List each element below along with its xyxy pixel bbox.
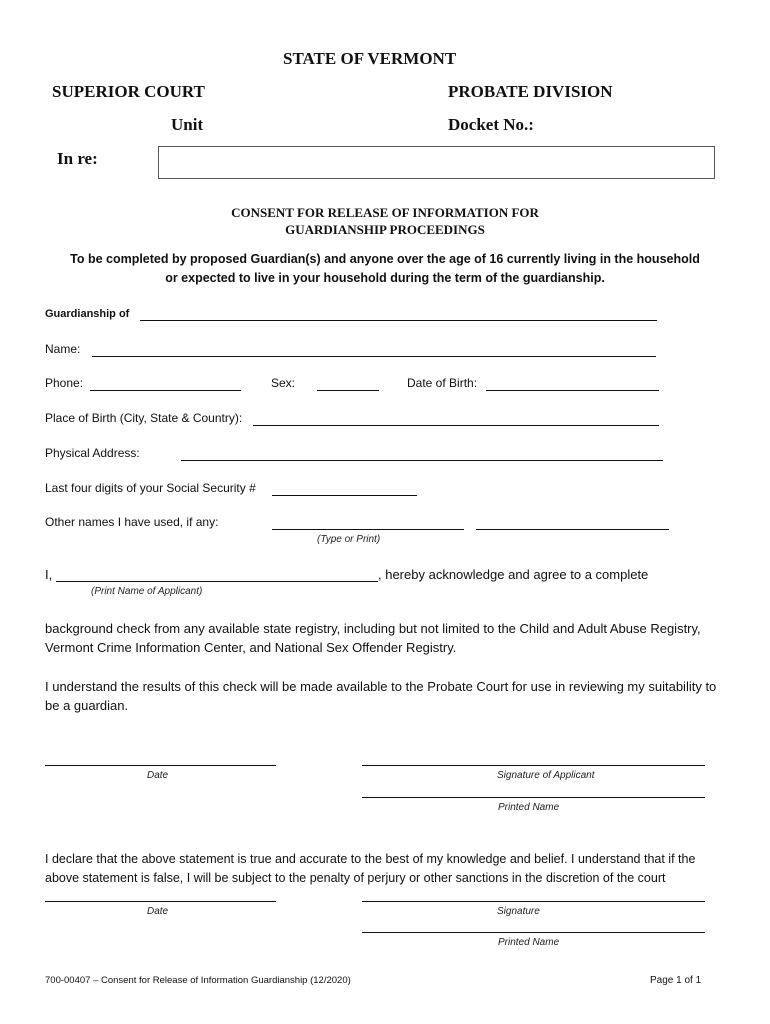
other-names-label: Other names I have used, if any: bbox=[45, 515, 219, 529]
page-number: Page 1 of 1 bbox=[650, 975, 702, 986]
ack-suffix: , hereby acknowledge and agree to a complete bbox=[378, 567, 649, 582]
registry-paragraph: background check from any available state registry, including but not limited to the Child and Adult Abuse Registry, Vermont Crime Information Center, and National Sex Offender Registry. bbox=[45, 621, 701, 655]
printed-name-field-2[interactable] bbox=[362, 932, 705, 933]
docket-label: Docket No.: bbox=[448, 115, 534, 134]
other-name-field-2[interactable] bbox=[476, 529, 669, 530]
in-re-field[interactable] bbox=[158, 146, 715, 179]
results-paragraph: I understand the results of this check will be made available to the Probate Court for use in reviewing my suitability to be a guardian. bbox=[45, 679, 717, 713]
form-title-line2: GUARDIANSHIP PROCEEDINGS bbox=[285, 222, 485, 237]
phone-field[interactable] bbox=[90, 390, 241, 391]
date-label-2: Date bbox=[147, 906, 169, 917]
form-title-line1: CONSENT FOR RELEASE OF INFORMATION FOR bbox=[231, 205, 539, 220]
signature-of-applicant-label: Signature of Applicant bbox=[497, 770, 595, 781]
date-field-2[interactable] bbox=[45, 901, 276, 902]
printed-name-label-2: Printed Name bbox=[498, 937, 560, 948]
applicant-name-field[interactable] bbox=[56, 581, 378, 582]
date-label-1: Date bbox=[147, 770, 169, 781]
state-heading: STATE OF VERMONT bbox=[283, 49, 457, 68]
phone-label: Phone: bbox=[45, 376, 84, 390]
other-name-field-1[interactable] bbox=[272, 529, 464, 530]
type-or-print-note: (Type or Print) bbox=[317, 534, 381, 545]
sex-label: Sex: bbox=[271, 376, 296, 390]
instructions-line1: To be completed by proposed Guardian(s) and anyone over the age of 16 currently living in the household bbox=[70, 252, 700, 266]
name-label: Name: bbox=[45, 342, 81, 356]
ssn-label: Last four digits of your Social Security # bbox=[45, 481, 256, 495]
ssn-field[interactable] bbox=[272, 495, 417, 496]
instructions-line2: or expected to live in your household during the term of the guardianship. bbox=[165, 271, 605, 285]
printed-name-label-1: Printed Name bbox=[498, 802, 560, 813]
date-field-1[interactable] bbox=[45, 765, 276, 766]
printed-name-field-1[interactable] bbox=[362, 797, 705, 798]
place-of-birth-label: Place of Birth (City, State & Country): bbox=[45, 411, 243, 425]
place-of-birth-field[interactable] bbox=[253, 425, 659, 426]
in-re-label: In re: bbox=[57, 149, 98, 168]
ack-prefix: I, bbox=[45, 567, 53, 582]
form-id-footer: 700-00407 – Consent for Release of Information Guardianship (12/2020) bbox=[45, 975, 351, 986]
physical-address-field[interactable] bbox=[181, 460, 663, 461]
division-heading: PROBATE DIVISION bbox=[448, 82, 613, 101]
court-heading: SUPERIOR COURT bbox=[52, 82, 205, 101]
signature-label-2: Signature bbox=[497, 906, 540, 917]
sex-field[interactable] bbox=[317, 390, 379, 391]
guardianship-of-label: Guardianship of bbox=[45, 308, 130, 320]
dob-label: Date of Birth: bbox=[407, 376, 478, 390]
physical-address-label: Physical Address: bbox=[45, 446, 140, 460]
name-field[interactable] bbox=[92, 356, 656, 357]
dob-field[interactable] bbox=[486, 390, 659, 391]
declaration-paragraph: I declare that the above statement is true and accurate to the best of my knowledge and belief. I understand that if the above statement is false, I will be subject to the penalty of perjury or other sanctions in the discretion of the court bbox=[45, 852, 696, 885]
signature-field-2[interactable] bbox=[362, 901, 705, 902]
applicant-signature-field[interactable] bbox=[362, 765, 705, 766]
print-name-note: (Print Name of Applicant) bbox=[91, 586, 203, 597]
unit-label: Unit bbox=[171, 115, 204, 134]
guardianship-of-field[interactable] bbox=[140, 320, 657, 321]
